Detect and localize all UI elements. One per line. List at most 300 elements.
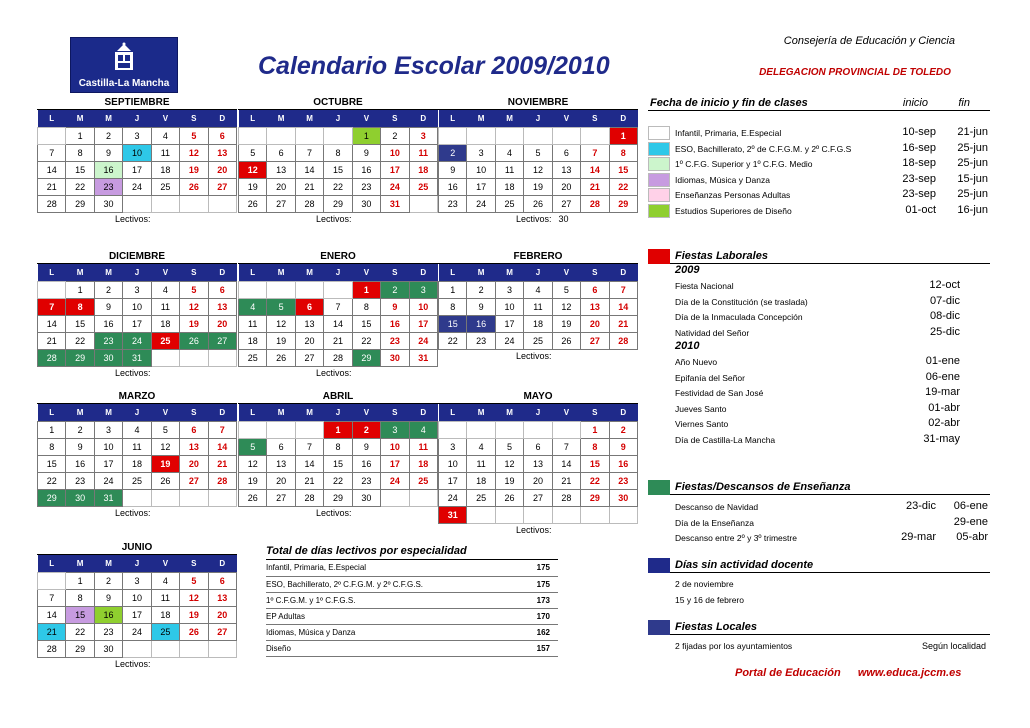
- day-cell: 23: [94, 623, 122, 640]
- day-cell: 12: [267, 315, 295, 332]
- day-cell: 14: [324, 315, 352, 332]
- day-cell: 14: [581, 161, 609, 178]
- day-cell: 16: [94, 606, 122, 623]
- day-cell: [552, 421, 580, 438]
- day-cell: 9: [609, 438, 637, 455]
- day-cell: 18: [151, 606, 179, 623]
- lectivos-row: [37, 213, 237, 226]
- month-title: MAYO: [438, 390, 638, 404]
- totals-row: [266, 624, 558, 640]
- weekday-header: D: [409, 110, 437, 127]
- weekday-header: M: [295, 264, 323, 281]
- totals-heading: Total de días lectivos por especialidad: [266, 545, 558, 560]
- day-cell: [439, 127, 467, 144]
- portal-url[interactable]: www.educa.jccm.es: [857, 667, 962, 679]
- row-label: Estudios Superiores de Diseño: [675, 205, 792, 216]
- day-cell: [151, 489, 179, 506]
- day-cell: 21: [581, 178, 609, 195]
- weekday-header: M: [467, 404, 495, 421]
- inicio-fin-row: [648, 141, 990, 157]
- day-cell: 17: [381, 161, 409, 178]
- totals-label: Diseño: [266, 640, 523, 656]
- day-cell: 24: [495, 332, 523, 349]
- week-row: [239, 438, 438, 455]
- holiday-date: 08-dic: [930, 310, 960, 322]
- totals-row: [266, 608, 558, 624]
- day-cell: 16: [381, 315, 409, 332]
- day-cell: 23: [609, 472, 637, 489]
- day-cell: 2: [609, 421, 637, 438]
- week-row: [439, 144, 638, 161]
- weekday-header: V: [552, 264, 580, 281]
- year-2009: 2009: [675, 264, 700, 276]
- holiday-row: [648, 294, 990, 310]
- day-cell: 18: [151, 161, 179, 178]
- day-cell: 22: [352, 332, 380, 349]
- weekday-header: J: [123, 110, 151, 127]
- weekday-header: L: [239, 264, 267, 281]
- weekday-header: V: [352, 110, 380, 127]
- day-cell: 28: [38, 349, 66, 366]
- day-cell: 1: [66, 281, 94, 298]
- day-cell: 22: [38, 472, 66, 489]
- day-cell: 7: [581, 144, 609, 161]
- fin-date: 25-jun: [957, 188, 988, 200]
- holiday-row: [648, 432, 990, 448]
- day-cell: 4: [151, 281, 179, 298]
- day-cell: 29: [609, 195, 637, 212]
- weekday-header: L: [439, 264, 467, 281]
- day-cell: 26: [239, 195, 267, 212]
- day-cell: 23: [439, 195, 467, 212]
- week-row: [38, 623, 237, 640]
- day-cell: 9: [94, 144, 122, 161]
- weekday-header: V: [552, 404, 580, 421]
- week-row: [439, 298, 638, 315]
- lectivos-row: [438, 350, 638, 363]
- day-cell: 30: [609, 489, 637, 506]
- day-cell: 23: [94, 332, 122, 349]
- totals-label: ESO, Bachillerato, 2º C.F.G.M. y 2º C.F.G.S.: [266, 576, 523, 592]
- day-cell: [467, 506, 495, 523]
- day-cell: 23: [381, 332, 409, 349]
- day-cell: 22: [609, 178, 637, 195]
- month-junio: [37, 541, 237, 671]
- day-cell: 15: [324, 455, 352, 472]
- month-diciembre: [37, 250, 237, 380]
- inicio-fin-row: [648, 125, 990, 141]
- day-cell: [381, 489, 409, 506]
- weekday-header: M: [467, 264, 495, 281]
- day-cell: 18: [409, 161, 437, 178]
- day-cell: [495, 421, 523, 438]
- week-row: [239, 195, 438, 212]
- day-cell: 2: [467, 281, 495, 298]
- day-cell: 25: [495, 195, 523, 212]
- day-cell: [524, 421, 552, 438]
- weekday-header: M: [495, 264, 523, 281]
- week-row: [38, 572, 237, 589]
- weekday-header: S: [180, 404, 208, 421]
- week-row: [239, 281, 438, 298]
- lectivos-row: [37, 507, 237, 520]
- locales-text: 2 fijadas por los ayuntamientos: [675, 641, 793, 651]
- month-noviembre: [438, 96, 638, 226]
- day-cell: 8: [439, 298, 467, 315]
- day-cell: 16: [467, 315, 495, 332]
- sin-actividad-header: [648, 558, 990, 573]
- day-cell: 13: [267, 455, 295, 472]
- day-cell: 18: [409, 455, 437, 472]
- day-cell: 29: [581, 489, 609, 506]
- day-cell: 17: [123, 606, 151, 623]
- weekday-header: M: [295, 110, 323, 127]
- weekday-header: J: [324, 110, 352, 127]
- day-cell: 27: [208, 623, 236, 640]
- inicio-column-label: inicio: [902, 97, 928, 109]
- day-cell: 18: [524, 315, 552, 332]
- weekday-header: D: [208, 264, 236, 281]
- lectivos-label: Lectivos:: [115, 507, 151, 518]
- fin-date: 25-jun: [957, 157, 988, 169]
- week-row: [439, 506, 638, 523]
- descanso-end: 05-abr: [956, 531, 988, 543]
- week-row: [439, 455, 638, 472]
- weekday-header: M: [267, 110, 295, 127]
- day-cell: 19: [180, 315, 208, 332]
- day-cell: 2: [381, 281, 409, 298]
- day-cell: 27: [552, 195, 580, 212]
- weekday-header: M: [267, 404, 295, 421]
- day-cell: 22: [66, 623, 94, 640]
- day-cell: 27: [524, 489, 552, 506]
- week-row: [38, 332, 237, 349]
- day-cell: 16: [352, 161, 380, 178]
- weekday-header: L: [239, 110, 267, 127]
- holiday-label: Viernes Santo: [675, 419, 729, 429]
- day-cell: 20: [180, 455, 208, 472]
- weekday-header: L: [239, 404, 267, 421]
- day-cell: 13: [295, 315, 323, 332]
- day-cell: 14: [609, 298, 637, 315]
- day-cell: 9: [381, 298, 409, 315]
- descanso-row: [648, 530, 990, 546]
- day-cell: 10: [467, 161, 495, 178]
- day-cell: 16: [94, 315, 122, 332]
- week-row: [38, 281, 237, 298]
- local-swatch: [648, 620, 670, 635]
- day-cell: 8: [581, 438, 609, 455]
- day-cell: 5: [151, 421, 179, 438]
- day-cell: 11: [467, 455, 495, 472]
- day-cell: [552, 127, 580, 144]
- fiestas-laborales-heading: Fiestas Laborales: [675, 250, 768, 262]
- day-cell: 26: [180, 332, 208, 349]
- day-cell: [38, 281, 66, 298]
- holiday-label: Día de Castilla-La Mancha: [675, 434, 776, 445]
- day-cell: 5: [180, 127, 208, 144]
- day-cell: 15: [66, 161, 94, 178]
- weekday-header: V: [151, 110, 179, 127]
- day-cell: 2: [381, 127, 409, 144]
- week-row: [239, 298, 438, 315]
- week-row: [239, 421, 438, 438]
- day-cell: 12: [552, 298, 580, 315]
- weekday-header: M: [94, 555, 122, 572]
- day-cell: 7: [38, 144, 66, 161]
- month-title: DICIEMBRE: [37, 250, 237, 264]
- day-cell: 15: [609, 161, 637, 178]
- day-cell: [180, 640, 208, 657]
- holiday-label: Natividad del Señor: [675, 327, 750, 338]
- day-cell: 26: [267, 349, 295, 366]
- day-cell: 20: [581, 315, 609, 332]
- weekday-header: L: [38, 264, 66, 281]
- weekday-header: D: [409, 264, 437, 281]
- day-cell: 21: [295, 472, 323, 489]
- week-row: [38, 127, 237, 144]
- week-row: [439, 195, 638, 212]
- day-cell: 12: [151, 438, 179, 455]
- holiday-date: 06-ene: [925, 370, 960, 383]
- day-cell: [552, 506, 580, 523]
- weekday-header: D: [208, 110, 236, 127]
- day-cell: 8: [609, 144, 637, 161]
- day-cell: 5: [180, 572, 208, 589]
- weekday-header: J: [524, 264, 552, 281]
- day-cell: 27: [295, 349, 323, 366]
- week-row: [239, 315, 438, 332]
- day-cell: 11: [151, 144, 179, 161]
- month-table: [37, 264, 237, 367]
- day-cell: 21: [324, 332, 352, 349]
- day-cell: [295, 127, 323, 144]
- day-cell: 5: [180, 281, 208, 298]
- day-cell: 25: [151, 332, 179, 349]
- descansos-heading: Fiestas/Descansos de Enseñanza: [675, 481, 851, 493]
- day-cell: 4: [467, 438, 495, 455]
- week-row: [38, 606, 237, 623]
- weekday-header: L: [38, 555, 66, 572]
- fin-column-label: fin: [958, 97, 970, 109]
- lectivos-row: [438, 524, 638, 537]
- day-cell: 29: [324, 195, 352, 212]
- day-cell: [439, 421, 467, 438]
- weekday-header: M: [66, 555, 94, 572]
- day-cell: [180, 489, 208, 506]
- day-cell: 17: [409, 315, 437, 332]
- day-cell: 20: [267, 472, 295, 489]
- holiday-date: 19-mar: [925, 386, 960, 398]
- day-cell: 2: [94, 281, 122, 298]
- fin-date: 16-jun: [957, 203, 988, 216]
- delegacion-label: DELEGACION PROVINCIAL DE TOLEDO: [759, 67, 951, 78]
- day-cell: [180, 349, 208, 366]
- day-cell: 24: [381, 472, 409, 489]
- day-cell: 29: [324, 489, 352, 506]
- row-label: 1º C.F.G. Superior y 1º C.F.G. Medio: [675, 159, 813, 169]
- day-cell: 3: [439, 438, 467, 455]
- lectivos-row: [37, 658, 237, 671]
- day-cell: 16: [352, 455, 380, 472]
- totals-table: [266, 560, 558, 657]
- day-cell: 24: [123, 178, 151, 195]
- inicio-date: 18-sep: [902, 157, 936, 169]
- holiday-date: 31-may: [923, 432, 960, 445]
- lectivos-label: Lectivos:: [115, 658, 151, 669]
- day-cell: 1: [324, 421, 352, 438]
- locales-note: Según localidad: [921, 641, 986, 651]
- weekday-header: M: [94, 404, 122, 421]
- inicio-fin-row: [648, 172, 990, 188]
- day-cell: 10: [381, 438, 409, 455]
- sin-actividad-label: 15 y 16 de febrero: [675, 594, 744, 605]
- day-cell: 8: [352, 298, 380, 315]
- day-cell: 27: [267, 489, 295, 506]
- day-cell: [267, 281, 295, 298]
- day-cell: 23: [352, 178, 380, 195]
- day-cell: 6: [524, 438, 552, 455]
- day-cell: 21: [38, 332, 66, 349]
- lectivos-row: [238, 213, 438, 226]
- day-cell: [38, 572, 66, 589]
- inicio-fin-row: [648, 156, 990, 172]
- weekday-header: V: [352, 404, 380, 421]
- day-cell: 10: [439, 455, 467, 472]
- day-cell: [151, 349, 179, 366]
- day-cell: 13: [267, 161, 295, 178]
- locales-heading: Fiestas Locales: [675, 621, 757, 633]
- day-cell: [295, 421, 323, 438]
- day-cell: 6: [208, 127, 236, 144]
- inicio-fin-heading: Fecha de inicio y fin de clases: [650, 97, 808, 109]
- weekday-header: M: [66, 264, 94, 281]
- day-cell: 21: [38, 623, 66, 640]
- weekday-header: S: [180, 264, 208, 281]
- holiday-row: [648, 278, 990, 294]
- day-cell: 20: [208, 606, 236, 623]
- day-cell: 15: [439, 315, 467, 332]
- day-cell: 12: [239, 455, 267, 472]
- day-cell: 21: [609, 315, 637, 332]
- day-cell: 21: [295, 178, 323, 195]
- day-cell: 10: [123, 589, 151, 606]
- day-cell: 20: [295, 332, 323, 349]
- holiday-label: Jueves Santo: [675, 403, 727, 414]
- holiday-row: [648, 385, 990, 401]
- day-cell: [495, 127, 523, 144]
- day-cell: 5: [239, 144, 267, 161]
- week-row: [239, 127, 438, 144]
- day-cell: 11: [495, 161, 523, 178]
- holiday-label: Día de la Inmaculada Concepción: [675, 312, 803, 322]
- lectivos-label: Lectivos:: [516, 524, 552, 535]
- day-cell: 3: [409, 127, 437, 144]
- weekday-header: J: [123, 404, 151, 421]
- day-cell: [467, 127, 495, 144]
- holiday-row: [648, 416, 990, 432]
- day-cell: 9: [467, 298, 495, 315]
- week-row: [439, 332, 638, 349]
- day-cell: [267, 421, 295, 438]
- day-cell: 7: [38, 589, 66, 606]
- inicio-date: 23-sep: [902, 172, 936, 185]
- day-cell: 18: [495, 178, 523, 195]
- month-title: SEPTIEMBRE: [37, 96, 237, 110]
- day-cell: 6: [208, 281, 236, 298]
- day-cell: 17: [123, 315, 151, 332]
- day-cell: 15: [66, 315, 94, 332]
- totals-value: 162: [523, 624, 558, 640]
- day-cell: 4: [495, 144, 523, 161]
- day-cell: 12: [180, 144, 208, 161]
- holiday-label: Año Nuevo: [675, 357, 718, 367]
- descanso-start: 23-dic: [906, 500, 936, 512]
- day-cell: 29: [352, 349, 380, 366]
- weekday-header: V: [151, 404, 179, 421]
- day-cell: 25: [409, 472, 437, 489]
- week-row: [239, 349, 438, 366]
- month-title: FEBRERO: [438, 250, 638, 264]
- day-cell: 11: [151, 298, 179, 315]
- day-cell: 25: [123, 472, 151, 489]
- totals-label: Idiomas, Música y Danza: [266, 624, 523, 640]
- day-cell: 11: [151, 589, 179, 606]
- month-title: ENERO: [238, 250, 438, 264]
- day-cell: 15: [352, 315, 380, 332]
- day-cell: 13: [208, 298, 236, 315]
- color-swatch: [648, 126, 670, 140]
- day-cell: 13: [208, 144, 236, 161]
- day-cell: 4: [239, 298, 267, 315]
- day-cell: 4: [151, 127, 179, 144]
- week-row: [439, 438, 638, 455]
- day-cell: 23: [467, 332, 495, 349]
- weekday-header: L: [38, 110, 66, 127]
- lectivos-row: [438, 213, 638, 226]
- day-cell: 1: [609, 127, 637, 144]
- green-swatch: [648, 480, 670, 495]
- day-cell: [324, 127, 352, 144]
- month-table: [438, 110, 638, 213]
- totals-label: 1º C.F.G.M. y 1º C.F.G.S.: [266, 592, 523, 608]
- weekday-header: S: [381, 404, 409, 421]
- weekday-header: L: [38, 404, 66, 421]
- week-row: [38, 455, 237, 472]
- weekday-header: S: [381, 110, 409, 127]
- day-cell: 19: [552, 315, 580, 332]
- day-cell: 11: [409, 438, 437, 455]
- weekday-header: J: [324, 404, 352, 421]
- day-cell: 23: [66, 472, 94, 489]
- day-cell: 24: [467, 195, 495, 212]
- day-cell: 17: [123, 161, 151, 178]
- descansos-header: [648, 480, 990, 495]
- day-cell: 16: [66, 455, 94, 472]
- day-cell: 22: [66, 332, 94, 349]
- weekday-header: V: [151, 555, 179, 572]
- inicio-date: 16-sep: [902, 141, 936, 154]
- day-cell: 6: [267, 438, 295, 455]
- day-cell: 30: [66, 489, 94, 506]
- day-cell: 2: [352, 421, 380, 438]
- weekday-header: L: [439, 110, 467, 127]
- day-cell: 31: [381, 195, 409, 212]
- holiday-row: [648, 309, 990, 325]
- weekday-header: M: [66, 404, 94, 421]
- month-table: [438, 404, 638, 524]
- month-octubre: [238, 96, 438, 226]
